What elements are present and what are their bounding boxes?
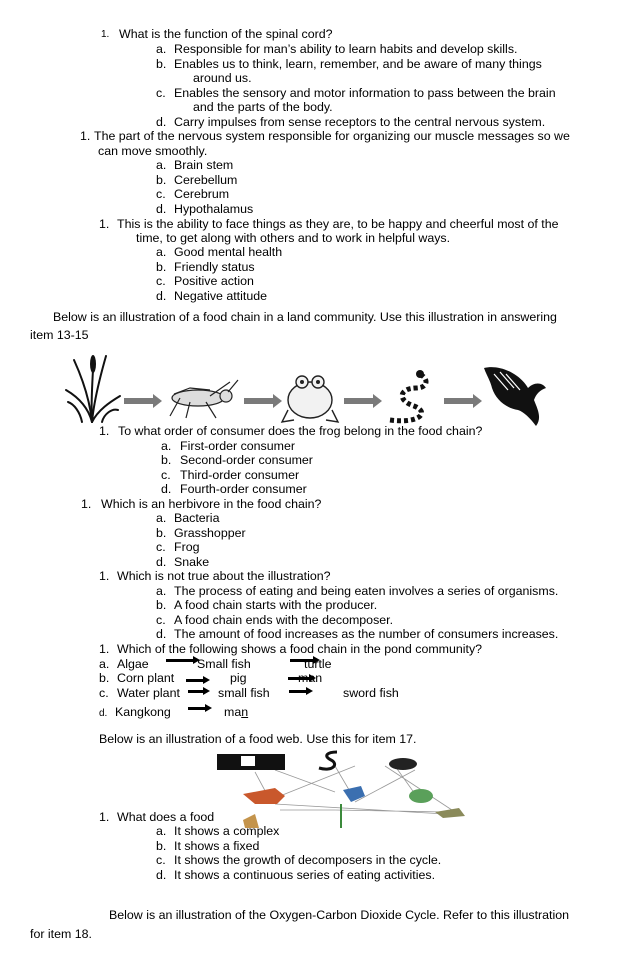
question-number: 1. — [99, 424, 110, 438]
fox-icon — [243, 788, 285, 804]
option-letter: b. — [156, 57, 167, 71]
option-letter: d. — [99, 708, 108, 719]
option-letter: b. — [161, 453, 172, 467]
arrow-icon — [186, 679, 204, 682]
option-letter: d. — [156, 202, 167, 216]
question-number: 1. — [99, 810, 110, 824]
question-text-continued: time, to get along with others and to work in helpful ways. — [136, 231, 451, 245]
option-text: Grasshopper — [174, 526, 246, 540]
option-letter: c. — [156, 187, 166, 201]
option-text: Bacteria — [174, 511, 220, 525]
arrow-icon — [289, 690, 307, 693]
option-text-continued: and the parts of the body. — [193, 100, 333, 114]
chain-item: Kangkong — [115, 705, 171, 719]
option-text: It shows a complex — [174, 824, 280, 838]
grasshopper-icon — [160, 378, 240, 422]
mole-icon — [389, 758, 417, 770]
arrow-icon — [124, 398, 154, 404]
option-letter: d. — [161, 482, 172, 496]
arrow-icon — [344, 398, 374, 404]
bird-icon — [343, 786, 365, 802]
food-web-illustration — [215, 750, 470, 828]
option-letter: a. — [161, 439, 172, 453]
option-text: Hypothalamus — [174, 202, 254, 216]
option-text: It shows the growth of decomposers in the cycle. — [174, 853, 442, 867]
option-text: The process of eating and being eaten involves a series of organisms. — [174, 584, 559, 598]
option-letter: b. — [99, 671, 110, 685]
question-text: What does a food — [117, 810, 215, 824]
option-letter: b. — [156, 598, 167, 612]
frog-icon — [409, 789, 433, 803]
option-text: Responsible for man’s ability to learn habits and develop skills. — [174, 42, 518, 56]
chain-item: Small fish — [197, 657, 251, 671]
arrow-icon — [188, 690, 204, 693]
arrow-icon — [444, 398, 474, 404]
option-letter: d. — [156, 289, 167, 303]
option-letter: c. — [156, 540, 166, 554]
option-text: Frog — [174, 540, 200, 554]
option-letter: c. — [156, 86, 166, 100]
chain-item: man — [298, 671, 323, 685]
chain-item: man — [224, 705, 249, 719]
option-text: It shows a continuous series of eating activities. — [174, 868, 436, 882]
option-letter: d. — [156, 115, 167, 129]
oxygen-cycle-intro-continued: for item 18. — [30, 927, 92, 941]
oxygen-cycle-intro: Below is an illustration of the Oxygen-Carbon Dioxide Cycle. Refer to this illustration — [109, 908, 570, 922]
option-letter: a. — [99, 657, 110, 671]
option-text: Brain stem — [174, 158, 234, 172]
option-text: Cerebellum — [174, 173, 238, 187]
arrow-icon — [166, 659, 194, 662]
chain-item: pig — [230, 671, 247, 685]
option-letter: b. — [156, 839, 167, 853]
option-letter: a. — [156, 158, 167, 172]
option-letter: b. — [156, 173, 167, 187]
question-text: The part of the nervous system responsible for organizing our muscle messages so we — [94, 129, 570, 143]
question-text: This is the ability to face things as they are, to be happy and cheerful most of the — [117, 217, 559, 231]
option-text: Friendly status — [174, 260, 255, 274]
option-letter: a. — [156, 42, 167, 56]
chain-item: turtle — [304, 657, 332, 671]
question-number: 1. — [81, 497, 92, 511]
question-text: What is the function of the spinal cord? — [119, 27, 333, 41]
question-text: Which is an herbivore in the food chain? — [101, 497, 322, 511]
chain-item: Water plant — [117, 686, 180, 700]
arrow-icon — [244, 398, 274, 404]
option-text: First-order consumer — [180, 439, 295, 453]
question-text: To what order of consumer does the frog belong in the food chain? — [118, 424, 483, 438]
grasshopper-icon — [435, 808, 465, 818]
option-letter: a. — [156, 584, 167, 598]
snake-icon — [380, 368, 438, 428]
food-chain-intro-continued: item 13-15 — [30, 328, 89, 342]
question-number: 1. — [101, 29, 110, 40]
option-text: Fourth-order consumer — [180, 482, 307, 496]
option-text: Negative attitude — [174, 289, 267, 303]
eagle-icon — [480, 360, 552, 428]
option-text: Snake — [174, 555, 210, 569]
option-text: Carry impulses from sense receptors to the central nervous system. — [174, 115, 546, 129]
option-text: Good mental health — [174, 245, 283, 259]
option-letter: c. — [156, 613, 166, 627]
option-text: Third-order consumer — [180, 468, 300, 482]
option-text: It shows a fixed — [174, 839, 260, 853]
option-letter: a. — [156, 245, 167, 259]
question-number: 1. — [80, 129, 91, 143]
question-number: 1. — [99, 642, 110, 656]
option-letter: c. — [161, 468, 171, 482]
option-text-continued: around us. — [193, 71, 252, 85]
chain-item: Algae — [117, 657, 149, 671]
option-text: Positive action — [174, 274, 254, 288]
option-text: Second-order consumer — [180, 453, 313, 467]
option-letter: a. — [156, 511, 167, 525]
question-text: Which of the following shows a food chain in the pond community? — [117, 642, 483, 656]
snake-icon — [319, 752, 337, 769]
chain-item: Corn plant — [117, 671, 175, 685]
question-text: Which is not true about the illustration? — [117, 569, 331, 583]
option-letter: c. — [156, 274, 166, 288]
option-text: Enables the sensory and motor information to pass between the brain — [174, 86, 556, 100]
option-letter: d. — [156, 868, 167, 882]
question-number: 1. — [99, 569, 110, 583]
arrow-icon — [188, 707, 206, 710]
option-letter: c. — [156, 853, 166, 867]
frog-icon — [280, 370, 340, 424]
food-chain-intro: Below is an illustration of a food chain in a land community. Use this illustration in answering — [53, 310, 557, 324]
option-letter: c. — [99, 686, 109, 700]
chain-item: small fish — [218, 686, 270, 700]
option-text: The amount of food increases as the number of consumers increases. — [174, 627, 559, 641]
chain-item: sword fish — [343, 686, 399, 700]
option-letter: b. — [156, 526, 167, 540]
question-text-continued: can move smoothly. — [98, 144, 208, 158]
option-text: Enables us to think, learn, remember, and be aware of many things — [174, 57, 542, 71]
question-number: 1. — [99, 217, 110, 231]
option-text: Cerebrum — [174, 187, 230, 201]
option-text: A food chain ends with the decomposer. — [174, 613, 394, 627]
grass-icon — [62, 352, 122, 424]
option-text: A food chain starts with the producer. — [174, 598, 378, 612]
option-letter: b. — [156, 260, 167, 274]
option-letter: d. — [156, 555, 167, 569]
food-web-intro: Below is an illustration of a food web. Use this for item 17. — [99, 732, 417, 746]
option-letter: d. — [156, 627, 167, 641]
option-letter: a. — [156, 824, 167, 838]
